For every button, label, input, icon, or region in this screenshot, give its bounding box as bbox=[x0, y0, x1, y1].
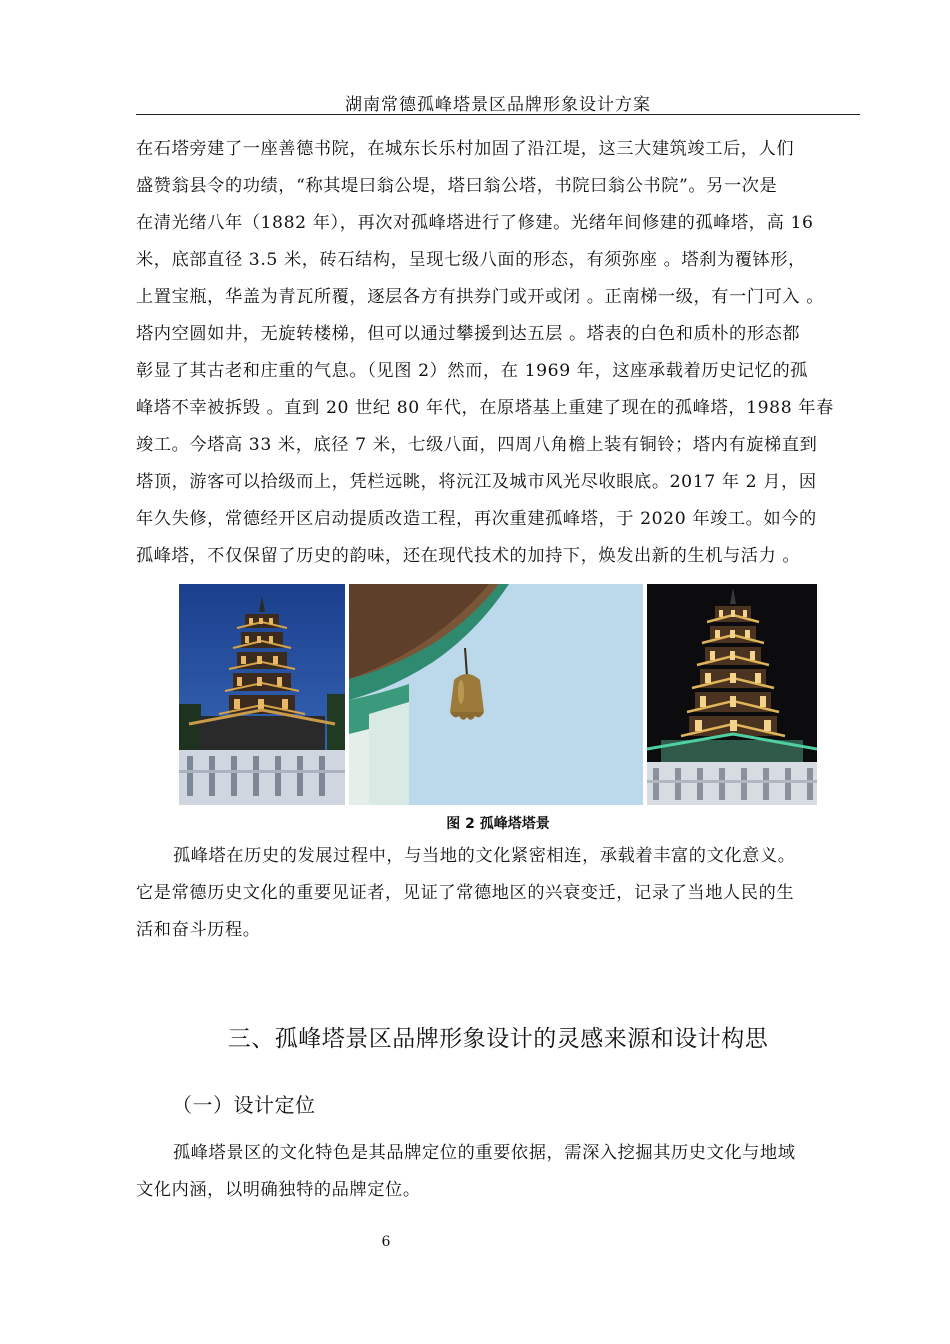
pagoda-dusk-photo bbox=[179, 584, 345, 805]
text-line: 文化内涵，以明确独特的品牌定位。 bbox=[136, 1180, 421, 1200]
text-line: 在石塔旁建了一座善德书院，在城东长乐村加固了沿江堤，这三大建筑竣工后，人们 bbox=[136, 139, 795, 159]
header-rule bbox=[136, 114, 860, 115]
text-line: 孤峰塔，不仅保留了历史的韵味，还在现代技术的加持下，焕发出新的生机与活力 。 bbox=[136, 546, 801, 566]
text-line: 盛赞翁县令的功绩，“称其堤曰翁公堤，塔曰翁公塔，书院曰翁公书院”。另一次是 bbox=[136, 176, 778, 196]
text-line: 彰显了其古老和庄重的气息。（见图 2）然而，在 1969 年，这座承载着历史记忆的孤 bbox=[136, 361, 809, 381]
section-heading: 三、孤峰塔景区品牌形象设计的灵感来源和设计构思 bbox=[227, 1026, 769, 1052]
text-line: 孤峰塔景区的文化特色是其品牌定位的重要依据，需深入挖掘其历史文化与地域 bbox=[172, 1143, 796, 1163]
text-line: 它是常德历史文化的重要见证者，见证了常德地区的兴衰变迁，记录了当地人民的生 bbox=[136, 883, 795, 903]
running-header: 湖南常德孤峰塔景区品牌形象设计方案 bbox=[345, 95, 651, 115]
text-line: 上置宝瓶，华盖为青瓦所覆，逐层各方有拱券门或开或闭 。正南梯一级，有一门可入 。 bbox=[136, 287, 825, 307]
text-line: 年久失修，常德经开区启动提质改造工程，再次重建孤峰塔，于 2020 年竣工。如今的 bbox=[136, 509, 817, 529]
pagoda-night-photo bbox=[647, 584, 817, 805]
figure-caption: 图 2 孤峰塔塔景 bbox=[446, 816, 550, 832]
bronze-bell-eave-photo bbox=[349, 584, 643, 805]
text-line: 米，底部直径 3.5 米，砖石结构，呈现七级八面的形态，有须弥座 。塔刹为覆钵形， bbox=[136, 250, 806, 270]
page-number: 6 bbox=[381, 1234, 391, 1250]
paragraph-positioning bbox=[136, 1135, 860, 1209]
text-line: 活和奋斗历程。 bbox=[136, 920, 261, 940]
subsection-heading: （一）设计定位 bbox=[172, 1093, 316, 1117]
text-line: 竣工。今塔高 33 米，底径 7 米，七级八面，四周八角檐上装有铜铃；塔内有旋梯直到 bbox=[136, 435, 818, 455]
figure-2-photos bbox=[179, 584, 817, 805]
text-line: 在清光绪八年（1882 年），再次对孤峰塔进行了修建。光绪年间修建的孤峰塔，高 16 bbox=[136, 213, 814, 233]
text-line: 塔内空圆如井，无旋转楼梯，但可以通过攀援到达五层 。塔表的白色和质朴的形态都 bbox=[136, 324, 801, 344]
paragraph-history bbox=[136, 131, 860, 575]
text-line: 塔顶，游客可以拾级而上，凭栏远眺，将沅江及城市风光尽收眼底。2017 年 2 月，因 bbox=[136, 472, 817, 492]
paragraph-culture bbox=[136, 838, 860, 949]
text-line: 孤峰塔在历史的发展过程中，与当地的文化紧密相连，承载着丰富的文化意义。 bbox=[172, 846, 796, 866]
text-line: 峰塔不幸被拆毁 。直到 20 世纪 80 年代，在原塔基上重建了现在的孤峰塔，1988 年春 bbox=[136, 398, 834, 418]
